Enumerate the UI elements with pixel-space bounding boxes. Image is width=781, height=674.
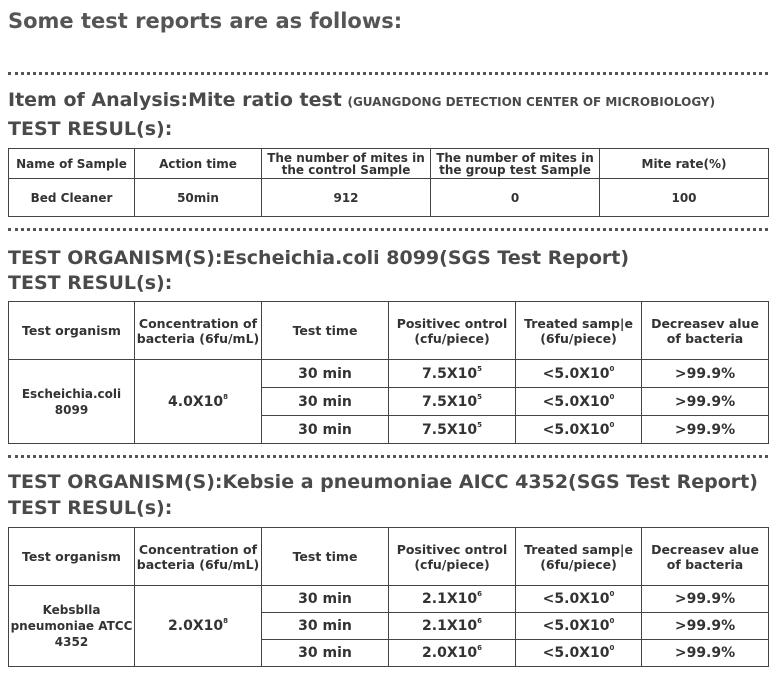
- table-cell: 30 min: [262, 360, 389, 388]
- column-header: Test time: [262, 528, 389, 586]
- table-cell: $2.0X10^6$: [389, 640, 516, 667]
- column-header: The number of mites in the control Sample: [262, 149, 431, 179]
- table-cell: >99.9%: [642, 613, 769, 640]
- test-result-label: TEST RESUL(s):: [8, 118, 173, 140]
- table-row: [9, 360, 769, 388]
- dotted-divider: [8, 228, 768, 231]
- test-result-label: TEST RESUL(s):: [8, 497, 173, 519]
- concentration-cell: $4.0X10^8$: [135, 360, 262, 444]
- table-cell: >99.9%: [642, 360, 769, 388]
- organism-cell: Escheichia.coli 8099: [9, 360, 135, 444]
- table-cell: 50min: [135, 179, 262, 217]
- column-header: The number of mites in the group test Sample: [431, 149, 600, 179]
- table-cell: >99.9%: [642, 416, 769, 444]
- column-header: Treated samp|e (6fu/piece): [516, 302, 642, 360]
- table-cell: 30 min: [262, 640, 389, 667]
- analysis-heading: [8, 89, 715, 111]
- column-header: Decreasev alue of bacteria: [642, 528, 769, 586]
- concentration-cell: $2.0X10^8$: [135, 586, 262, 667]
- page-title: Some test reports are as follows:: [8, 9, 403, 33]
- table-cell: 30 min: [262, 586, 389, 613]
- table-cell: 100: [600, 179, 769, 217]
- table-row: [9, 179, 769, 217]
- table-cell: $7.5X10^5$: [389, 416, 516, 444]
- mite-results-table: [8, 148, 769, 217]
- organism-heading: TEST ORGANISM(S):Escheichia.coli 8099(SGS Test Report): [8, 247, 630, 269]
- table-cell: $<5.0X10^0$: [516, 586, 642, 613]
- column-header: Positivec ontrol (cfu/piece): [389, 302, 516, 360]
- column-header: Test organism: [9, 528, 135, 586]
- column-header: Action time: [135, 149, 262, 179]
- table-cell: $7.5X10^5$: [389, 360, 516, 388]
- klebsiella-results-table: [8, 527, 769, 667]
- table-cell: >99.9%: [642, 640, 769, 667]
- table-row: [9, 586, 769, 613]
- table-header-row: [9, 149, 769, 179]
- table-cell: 912: [262, 179, 431, 217]
- test-result-label: TEST RESUL(s):: [8, 272, 173, 294]
- table-header-row: [9, 302, 769, 360]
- table-cell: $<5.0X10^0$: [516, 360, 642, 388]
- table-cell: 0: [431, 179, 600, 217]
- analysis-item-label: Item of Analysis:Mite ratio test: [8, 89, 342, 111]
- ecoli-results-table: [8, 301, 769, 444]
- table-cell: Bed Cleaner: [9, 179, 135, 217]
- column-header: Name of Sample: [9, 149, 135, 179]
- table-cell: 30 min: [262, 388, 389, 416]
- table-cell: $<5.0X10^0$: [516, 613, 642, 640]
- table-cell: $<5.0X10^0$: [516, 640, 642, 667]
- column-header: Test time: [262, 302, 389, 360]
- column-header: Concentration of bacteria (6fu/mL): [135, 528, 262, 586]
- organism-cell: Kebsblla pneumoniae ATCC 4352: [9, 586, 135, 667]
- dotted-divider: [8, 455, 768, 458]
- column-header: Decreasev alue of bacteria: [642, 302, 769, 360]
- table-header-row: [9, 528, 769, 586]
- table-cell: $<5.0X10^0$: [516, 416, 642, 444]
- column-header: Concentration of bacteria (6fu/mL): [135, 302, 262, 360]
- analysis-source: (GUANGDONG DETECTION CENTER OF MICROBIOLOGY): [347, 95, 716, 109]
- column-header: Test organism: [9, 302, 135, 360]
- column-header: Positivec ontrol (cfu/piece): [389, 528, 516, 586]
- table-cell: $2.1X10^6$: [389, 586, 516, 613]
- table-cell: 30 min: [262, 613, 389, 640]
- column-header: Mite rate(%): [600, 149, 769, 179]
- table-cell: $7.5X10^5$: [389, 388, 516, 416]
- table-cell: >99.9%: [642, 388, 769, 416]
- table-cell: $<5.0X10^0$: [516, 388, 642, 416]
- organism-heading: TEST ORGANISM(S):Kebsie a pneumoniae AICC 4352(SGS Test Report): [8, 471, 758, 493]
- column-header: Treated samp|e (6fu/piece): [516, 528, 642, 586]
- table-cell: 30 min: [262, 416, 389, 444]
- table-cell: $2.1X10^6$: [389, 613, 516, 640]
- dotted-divider: [8, 72, 768, 75]
- table-cell: >99.9%: [642, 586, 769, 613]
